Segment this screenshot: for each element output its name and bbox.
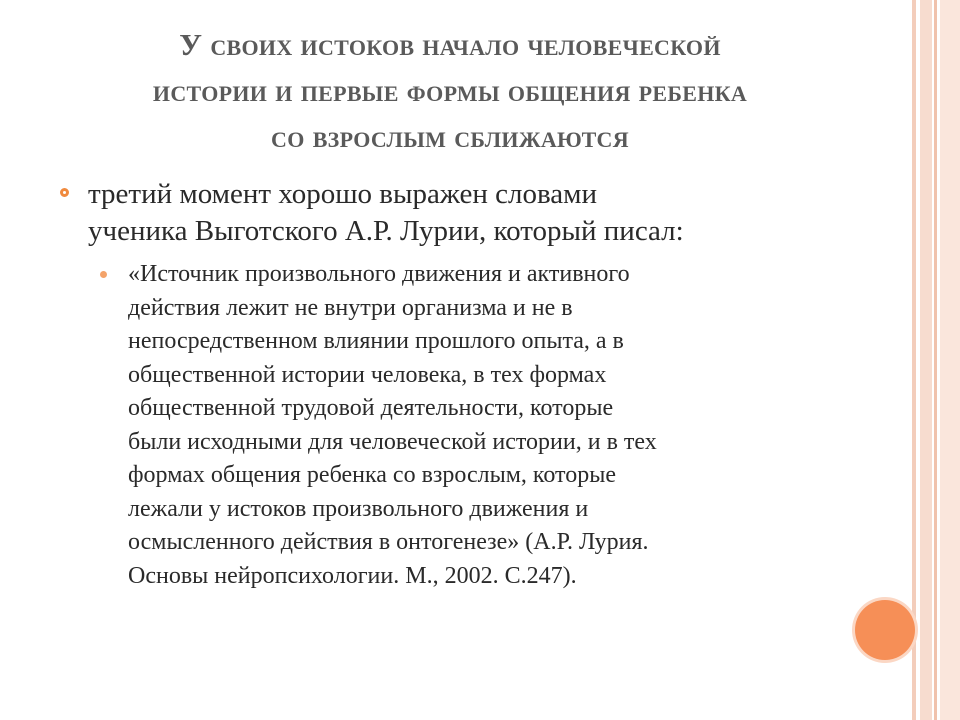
ring-bullet-icon <box>60 188 69 197</box>
title-line: со взрослым сближаются <box>271 119 629 154</box>
quote-text <box>128 258 840 593</box>
quote-line: были исходными для человеческой истории, и в тех <box>128 428 657 455</box>
slide-title <box>40 22 860 160</box>
decorative-stripe <box>912 0 916 720</box>
decorative-stripe <box>920 0 932 720</box>
quote-line: формах общения ребенка со взрослым, которые <box>128 462 617 488</box>
decorative-circle-icon <box>855 600 915 660</box>
quote-line: непосредственном влиянии прошлого опыта, а в <box>128 328 624 354</box>
decorative-stripe <box>940 0 960 720</box>
dot-bullet-icon <box>100 271 107 278</box>
quote-line: лежали у истоков произвольного движения и <box>128 495 589 522</box>
quote-line: «Источник произвольного движения и активного <box>128 261 630 287</box>
title-line: У своих истоков начало человеческой <box>179 27 721 62</box>
quote-line: действия лежит не внутри организма и не в <box>128 294 573 321</box>
quote-line: общественной трудовой деятельности, которые <box>128 395 614 421</box>
bullet-line: ученика Выготского А.Р. Лурии, который писал: <box>88 215 684 247</box>
quote-line: осмысленного действия в онтогенезе» (А.Р. Лурия. <box>128 529 649 555</box>
decorative-stripe <box>934 0 937 720</box>
title-line: истории и первые формы общения ребенка <box>152 73 748 108</box>
bullet-level-1-text <box>88 176 860 250</box>
quote-line: Основы нейропсихологии. М., 2002. С.247). <box>128 562 577 589</box>
bullet-level-1 <box>60 176 860 250</box>
bullet-level-2 <box>100 258 840 593</box>
quote-line: общественной истории человека, в тех формах <box>128 361 607 388</box>
bullet-line: третий момент хорошо выражен словами <box>88 178 598 210</box>
